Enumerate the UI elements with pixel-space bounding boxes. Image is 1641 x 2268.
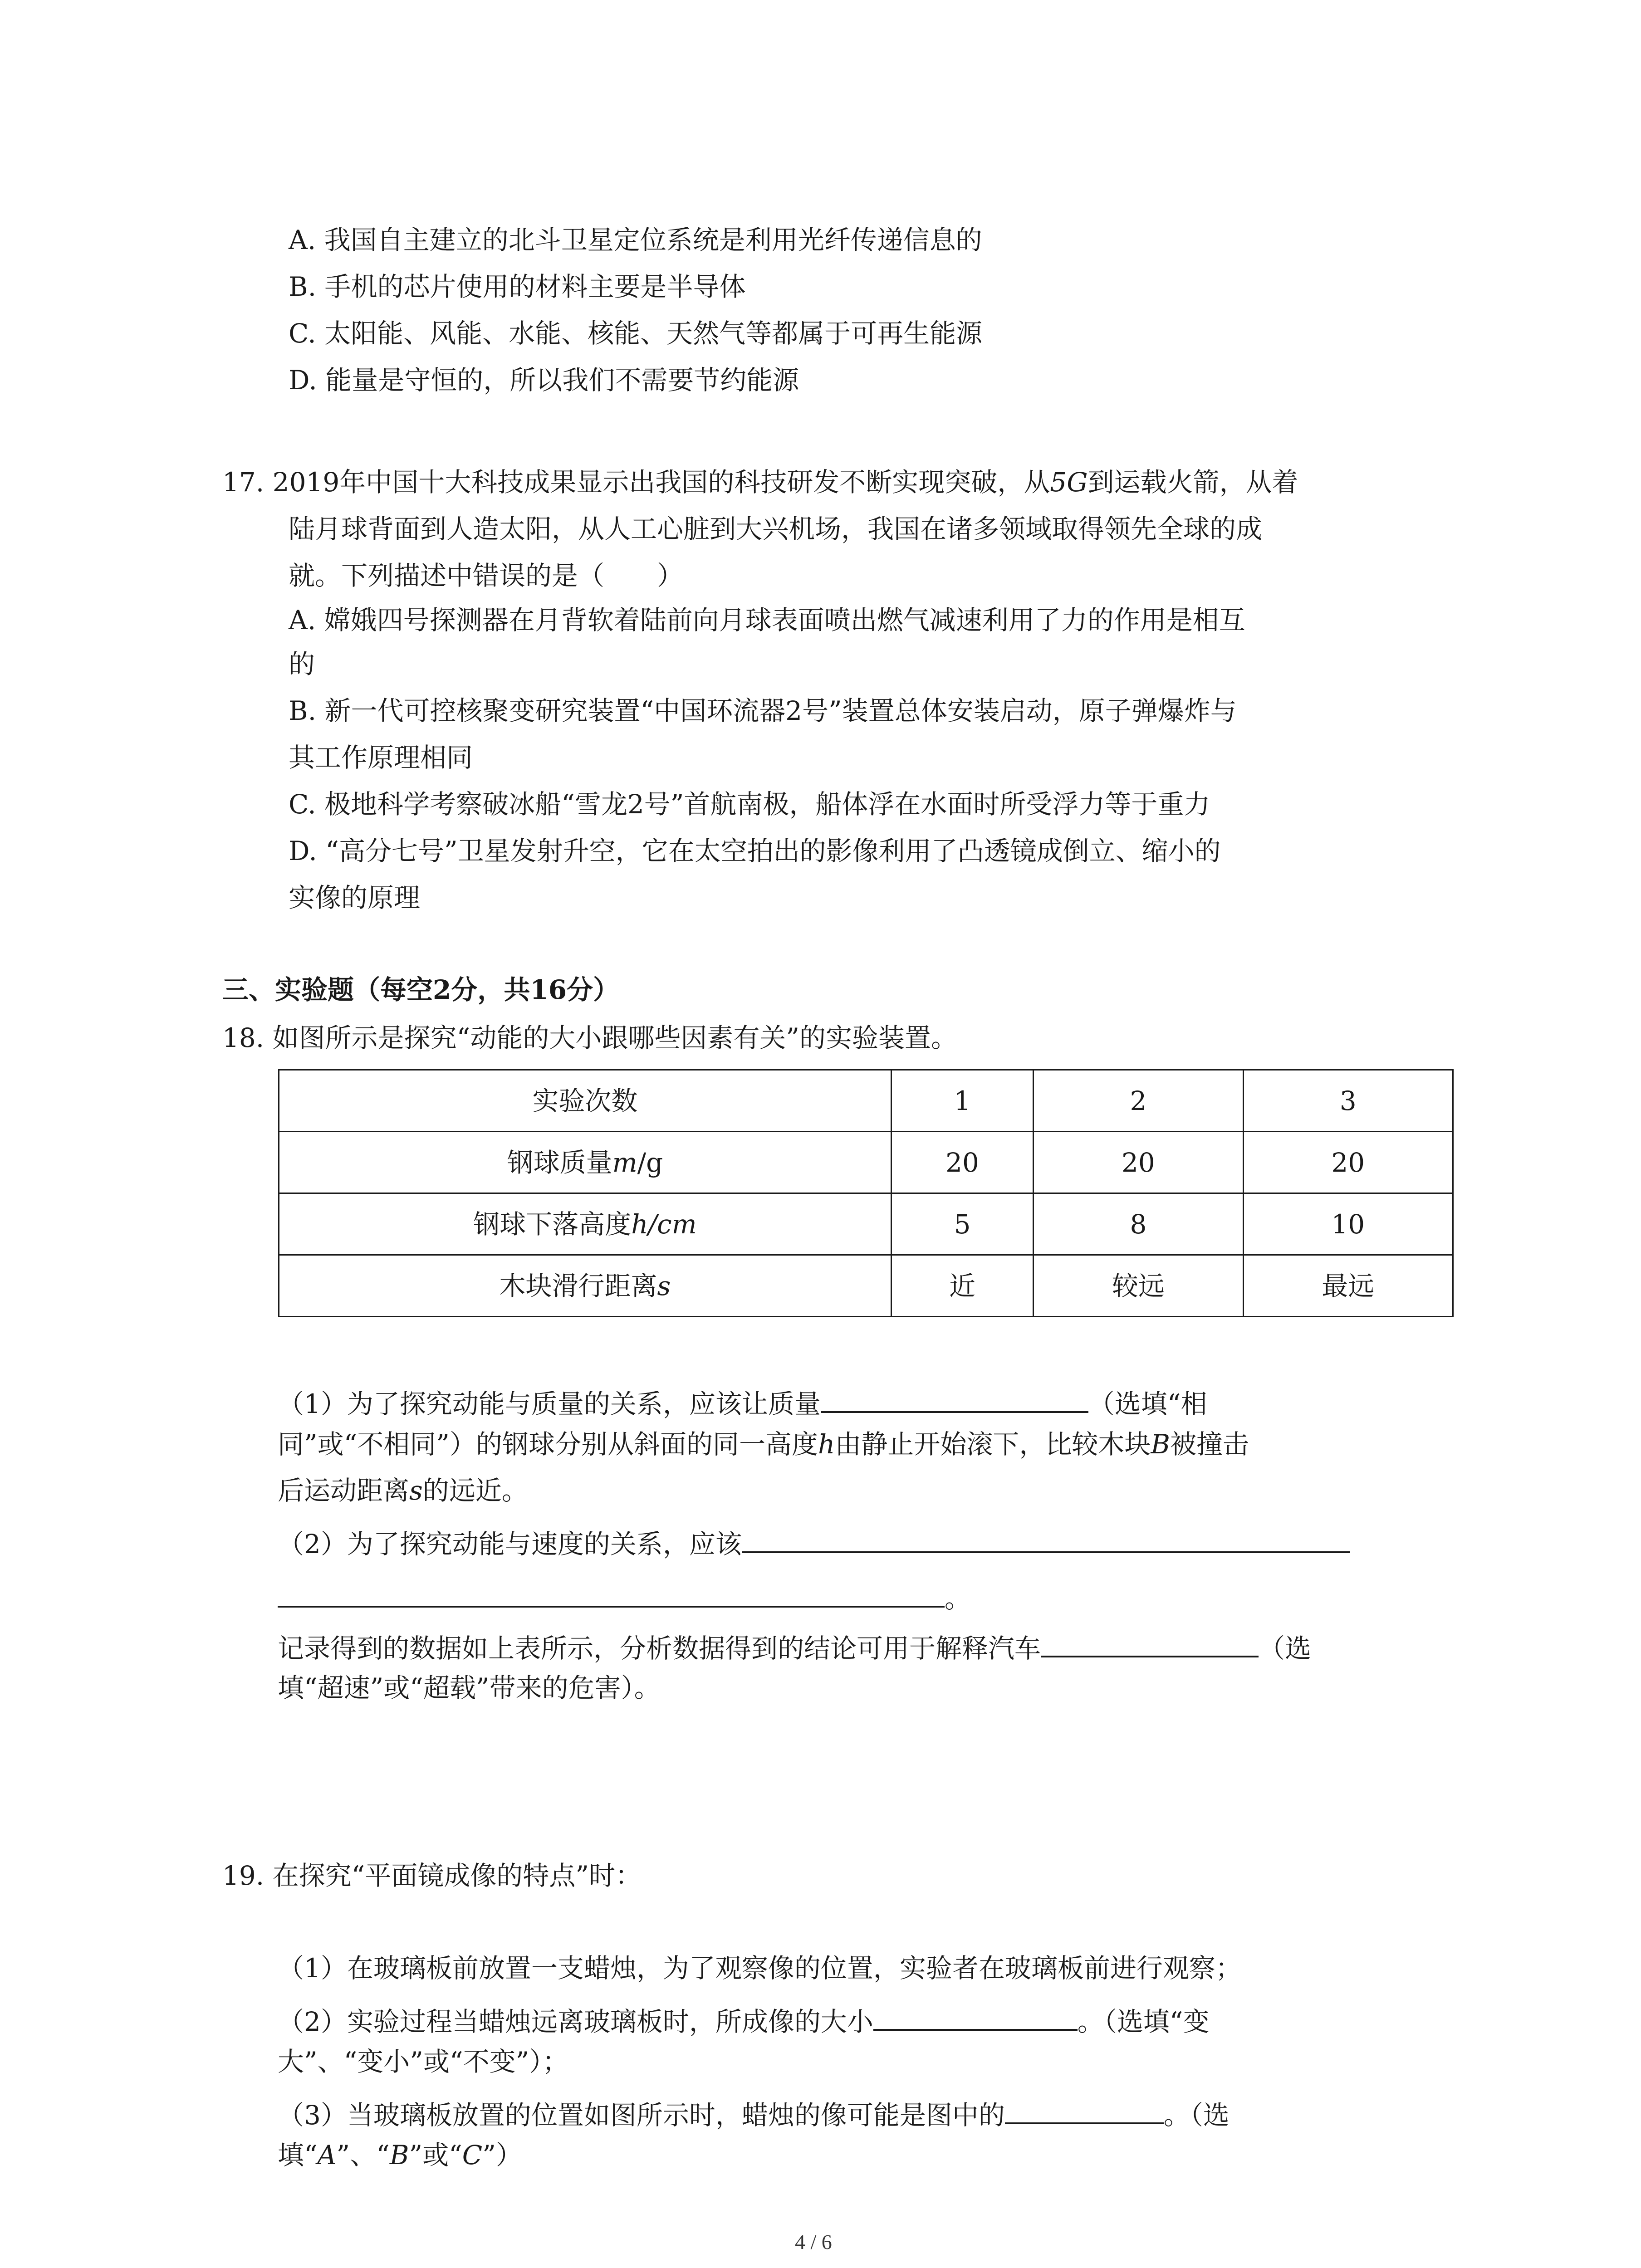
row-variable: m [612, 1147, 637, 1178]
q17-stem-text: 17. 2019年中国十大科技成果显示出我国的科技研发不断实现突破，从 [222, 467, 1050, 498]
row-label-cell [279, 1132, 892, 1193]
q17-option-a-line-1: A. 嫦娥四号探测器在月背软着陆前向月球表面喷出燃气减速利用了力的作用是相互 [289, 605, 1245, 635]
table-cell: 20 [891, 1132, 1033, 1193]
table-header-cell: 1 [891, 1070, 1033, 1132]
table-cell: 20 [1034, 1132, 1243, 1193]
q19-intro: 19. 在探究“平面镜成像的特点”时： [222, 1860, 642, 1891]
answer-blank-2b[interactable] [278, 1579, 945, 1608]
row-variable: s [657, 1270, 671, 1301]
q17-option-b-line-1: B. 新一代可控核聚变研究装置“中国环流器2号”装置总体安装启动，原子弹爆炸与 [289, 695, 1237, 726]
answer-blank-1[interactable] [821, 1384, 1088, 1413]
q18-part3-line-1 [278, 1628, 1311, 1662]
var-b-choice: B [389, 2140, 409, 2170]
q17-var-5g: 5G [1050, 467, 1088, 498]
q18-part1-line-3 [278, 1477, 528, 1504]
table-cell: 较远 [1034, 1255, 1243, 1317]
row-label: 钢球质量 [507, 1147, 612, 1178]
answer-blank-5[interactable] [1005, 2095, 1164, 2124]
q19-part3-text-3: ”、“ [336, 2140, 390, 2170]
row-unit: /g [637, 1147, 663, 1178]
q19-part2-line-1 [278, 2002, 1210, 2035]
q17-option-c: C. 极地科学考察破冰船“雪龙2号”首航南极，船体浮在水面时所受浮力等于重力 [289, 789, 1210, 820]
table-cell: 5 [891, 1193, 1033, 1255]
table-cell: 20 [1243, 1132, 1453, 1193]
table-cell: 最远 [1243, 1255, 1453, 1317]
period: 。 [945, 1583, 971, 1614]
table-cell: 10 [1243, 1193, 1453, 1255]
table-row [279, 1255, 1453, 1317]
var-b: B [1151, 1429, 1170, 1460]
var-s: s [409, 1475, 423, 1506]
table-header-cell: 实验次数 [279, 1070, 892, 1132]
q16-option-a: A. 我国自主建立的北斗卫星定位系统是利用光纤传递信息的 [289, 225, 982, 255]
q17-option-b-line-2: 其工作原理相同 [289, 742, 473, 773]
table-header-cell: 2 [1034, 1070, 1243, 1132]
table-row [279, 1132, 1453, 1193]
table-header-cell: 3 [1243, 1070, 1453, 1132]
row-unit: /cm [648, 1208, 697, 1240]
q17-stem-line-3: 就。下列描述中错误的是（ ） [289, 560, 684, 591]
q19-part3-line-1 [278, 2095, 1230, 2131]
q19-part3-text-5: ”） [482, 2140, 522, 2170]
q17-option-a-line-2: 的 [289, 649, 315, 679]
q19-part3-line-2 [278, 2142, 522, 2168]
q16-option-d: D. 能量是守恒的，所以我们不需要节约能源 [289, 365, 799, 396]
var-h: h [818, 1429, 835, 1460]
answer-blank-3[interactable] [1041, 1628, 1259, 1657]
q18-part3-line-2: 填“超速”或“超载”带来的危害）。 [278, 1672, 661, 1703]
q19-part2-hint: 。（选填“变 [1077, 2006, 1210, 2037]
q18-part1-text-4: 被撞击 [1170, 1429, 1249, 1460]
q18-intro: 18. 如图所示是探究“动能的大小跟哪些因素有关”的实验装置。 [222, 1022, 957, 1053]
q19-part2-text: （2）实验过程当蜡烛远离玻璃板时，所成像的大小 [278, 2006, 873, 2037]
table-cell: 8 [1034, 1193, 1243, 1255]
q18-part1-text-6: 的远近。 [422, 1475, 528, 1506]
q18-part2-text: （2）为了探究动能与速度的关系，应该 [278, 1529, 742, 1559]
q18-part2-line-1 [278, 1524, 1350, 1557]
q18-part1-text-5: 后运动距离 [278, 1475, 410, 1506]
page-number: 4 / 6 [795, 2230, 832, 2253]
q17-stem-line-2: 陆月球背面到人造太阳，从人工心脏到大兴机场，我国在诸多领域取得领先全球的成 [289, 513, 1263, 544]
q18-part1-line-1 [278, 1384, 1207, 1417]
row-variable: h [631, 1208, 648, 1240]
q17-stem-text-2: 到运载火箭，从着 [1087, 467, 1298, 498]
q18-part1-hint: （选填“相 [1088, 1388, 1207, 1419]
answer-blank-2a[interactable] [742, 1524, 1350, 1553]
row-label: 木块滑行距离 [499, 1270, 657, 1301]
q19-part3-hint: 。（选 [1163, 2100, 1230, 2131]
var-a: A [317, 2140, 337, 2170]
section-heading: 三、实验题（每空2分，共16分） [222, 974, 620, 1005]
q19-part2-line-2: 大”、“变小”或“不变”）； [278, 2046, 569, 2077]
table-row [279, 1193, 1453, 1255]
q19-part3-text-4: ”或“ [409, 2140, 462, 2170]
table-header-row [279, 1070, 1453, 1132]
q18-part3-hint: （选 [1259, 1633, 1312, 1664]
table-cell: 近 [891, 1255, 1033, 1317]
q16-option-c: C. 太阳能、风能、水能、核能、天然气等都属于可再生能源 [289, 318, 983, 349]
q18-part1-text: （1）为了探究动能与质量的关系，应该让质量 [278, 1388, 821, 1419]
var-c: C [462, 2140, 483, 2170]
q18-part1-text-3: 由静止开始滚下，比较木块 [835, 1429, 1151, 1460]
q17-option-d-line-1: D. “高分七号”卫星发射升空，它在太空拍出的影像利用了凸透镜成倒立、缩小的 [289, 836, 1221, 866]
row-label-cell [279, 1193, 892, 1255]
q19-part1: （1）在玻璃板前放置一支蜡烛，为了观察像的位置，实验者在玻璃板前进行观察； [278, 1953, 1242, 1984]
q19-part3-text: （3）当玻璃板放置的位置如图所示时，蜡烛的像可能是图中的 [278, 2100, 1005, 2131]
q18-part2-line-2 [278, 1579, 971, 1612]
q18-part3-text: 记录得到的数据如上表所示，分析数据得到的结论可用于解释汽车 [278, 1633, 1041, 1664]
q17-option-d-line-2: 实像的原理 [289, 882, 421, 913]
answer-blank-4[interactable] [873, 2002, 1078, 2031]
row-label: 钢球下落高度 [473, 1208, 632, 1240]
q18-part1-text-2: 同”或“不相同”）的钢球分别从斜面的同一高度 [278, 1429, 818, 1460]
row-label-cell [279, 1255, 892, 1317]
q16-option-b: B. 手机的芯片使用的材料主要是半导体 [289, 271, 746, 302]
q18-part1-line-2 [278, 1429, 1249, 1460]
q18-data-table [278, 1069, 1454, 1317]
q19-part3-text-2: 填“ [278, 2140, 318, 2170]
q17-stem-line-1 [222, 467, 1298, 498]
